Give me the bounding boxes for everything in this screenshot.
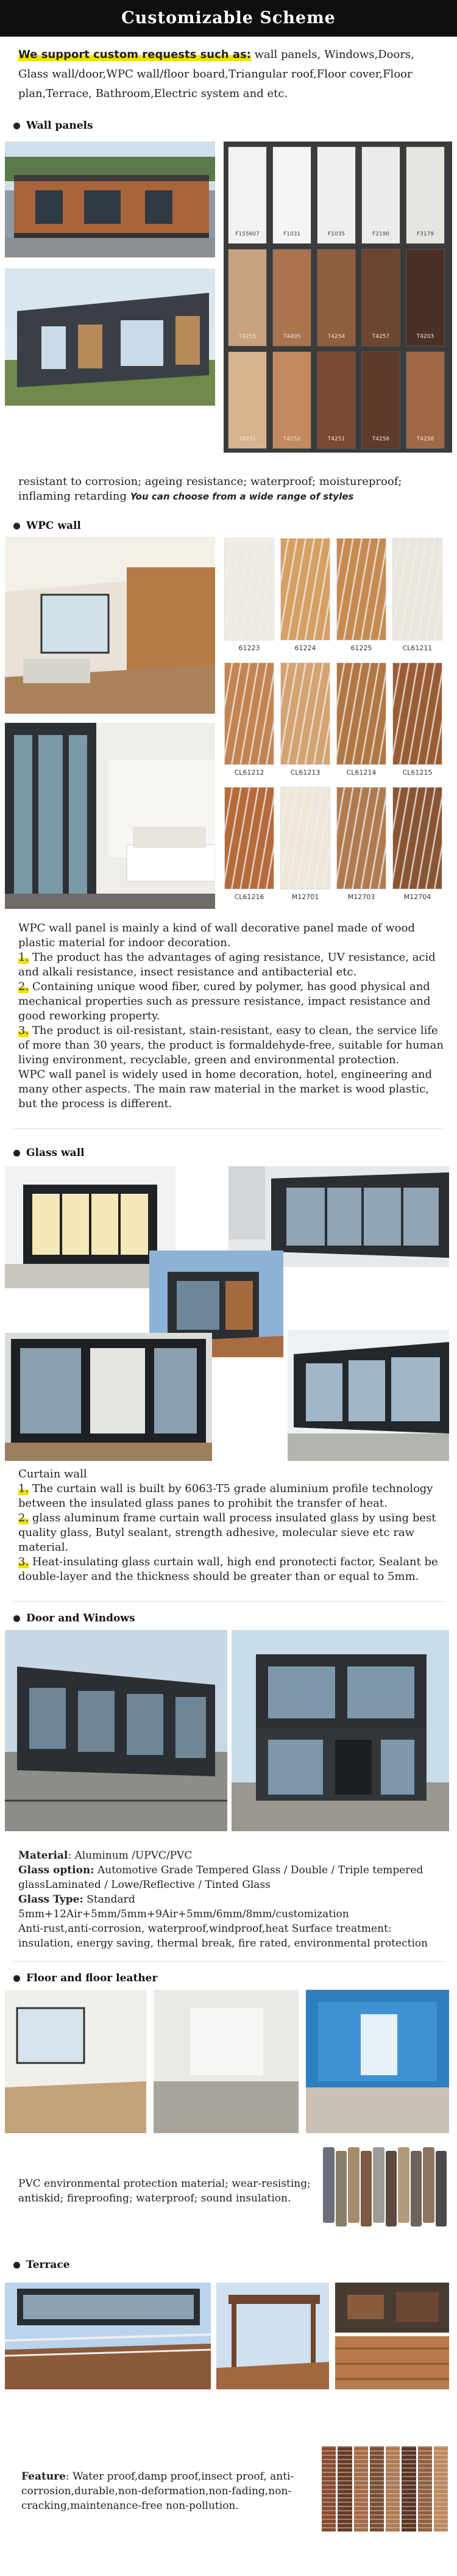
doors-title (13, 1612, 135, 1624)
bullet-icon (13, 123, 20, 129)
glass-wall-photo (288, 1330, 449, 1461)
floor-photo (154, 1990, 299, 2133)
wpc-p1: WPC wall panel is mainly a kind of wall decorative panel made of wood plastic material for indoor decoration. (18, 922, 415, 949)
doors-glass-option-label: Glass option: (18, 1864, 94, 1876)
terrace-title (13, 2259, 70, 2271)
door-window-photo (232, 1630, 449, 1831)
bullet-icon (13, 1975, 20, 1982)
wpc-swatch (336, 662, 386, 765)
glass-p2 (18, 1511, 445, 1555)
wall-panel-swatch (406, 249, 445, 346)
bullet-icon (13, 523, 20, 529)
wpc-p3 (18, 980, 445, 1024)
glass-p3-num: 3. (18, 1555, 29, 1568)
swatch-code: T4258 (416, 436, 434, 442)
wall-panels-title-text: Wall panels (26, 120, 93, 132)
terrace-photo (216, 2283, 329, 2389)
swatch-code: F1031 (283, 231, 301, 237)
intro-paragraph (18, 45, 445, 104)
floor-leather-strip (436, 2151, 447, 2226)
glass-wall-title-text: Glass wall (26, 1147, 85, 1159)
wall-panels-description (18, 475, 445, 504)
wpc-p4-text: The product is oil-resistant, stain-resistant, easy to clean, the service life of more than 30 years, the product is formaldehyde-free, suitable for human living environment, recyclable, green and environmental protection. (18, 1024, 444, 1066)
wall-panel-swatch (361, 146, 400, 244)
floor-leather-strip (398, 2147, 409, 2223)
swatch-code: T4252 (283, 436, 301, 442)
terrace-board (386, 2446, 400, 2531)
doors-description (18, 1848, 445, 1951)
doors-glass-option (18, 1863, 445, 1892)
wpc-swatch-code: 61224 (294, 644, 316, 652)
wpc-p2-num: 1. (18, 951, 29, 964)
wall-panel-swatch (272, 249, 311, 346)
doors-glass-type (18, 1892, 445, 1921)
wpc-swatch (336, 538, 386, 640)
wall-panel-swatch (317, 351, 356, 449)
glass-wall-description (18, 1467, 445, 1584)
intro-lead: We support custom requests such as: (18, 48, 251, 61)
swatch-code: T4203 (416, 334, 434, 340)
swatch-code: F1035 (327, 231, 345, 237)
glass-p2-text: glass aluminum frame curtain wall process insulated glass by using best quality glass, Butyl sealant, strength adhesive, molecular sieve etc raw material. (18, 1512, 436, 1554)
floor-photo (5, 1990, 146, 2133)
wpc-swatch (392, 787, 442, 889)
section-divider (12, 1601, 445, 1602)
swatch-code: T4256 (372, 436, 390, 442)
glass-p1 (18, 1482, 445, 1511)
glass-p1-num: 1. (18, 1482, 29, 1495)
terrace-photo (5, 2283, 211, 2389)
bullet-icon (13, 1150, 20, 1157)
swatch-code: T4405 (283, 334, 301, 340)
floor-description: PVC environmental protection material; wear-resisting; antiskid; fireproofing; waterproof; sound insulation. (18, 2178, 311, 2205)
wpc-wall-title (13, 520, 81, 532)
doors-material (18, 1848, 445, 1863)
doors-features: Anti-rust,anti-corrosion, waterproof,windproof,heat Surface treatment: insulation, energy saving, thermal break, fire rated, environmental protection (18, 1923, 428, 1950)
wpc-p4 (18, 1024, 445, 1067)
floor-leather-strip (336, 2151, 347, 2226)
doors-glass-type-text: Standard 5mm+12Air+5mm/5mm+9Air+5mm/6mm/8mm/customization (18, 1893, 349, 1920)
wpc-swatch (392, 538, 442, 640)
wall-panel-swatch (317, 249, 356, 346)
wall-panel-swatch (272, 146, 311, 244)
wall-panel-swatch (272, 351, 311, 449)
wpc-p3-text: Containing unique wood fiber, cured by polymer, has good physical and mechanical properties such as pressure resistance, impact resistance and good reworking property. (18, 980, 431, 1022)
terrace-feature-label: Feature (21, 2470, 66, 2483)
doors-material-text: : Aluminum /UPVC/PVC (68, 1849, 193, 1862)
wpc-swatch-code: M12701 (291, 893, 319, 901)
wpc-swatch (392, 662, 442, 765)
terrace-board (418, 2446, 432, 2531)
wpc-swatch (224, 538, 274, 640)
wpc-wall-title-text: WPC wall (26, 520, 81, 532)
glass-p2-num: 2. (18, 1512, 29, 1524)
wpc-swatch-code: CL61212 (234, 769, 264, 777)
terrace-board (370, 2446, 384, 2531)
floor-leather-strip (323, 2147, 335, 2223)
terrace-feature-text: : Water proof,damp proof,insect proof, anti-corrosion,durable,non-deformation,non-fading,non-cracking,maintenance-free non-pollution. (21, 2470, 294, 2512)
terrace-photo (335, 2283, 449, 2333)
wpc-wall-description (18, 921, 445, 1111)
floor-photo (306, 1990, 449, 2133)
glass-wall-photo (5, 1333, 212, 1461)
glass-p3 (18, 1555, 445, 1584)
terrace-photo (335, 2336, 449, 2389)
wpc-p4-num: 3. (18, 1024, 29, 1037)
wpc-swatch (280, 787, 330, 889)
container-house-photo (5, 268, 215, 406)
wpc-swatch-code: CL61211 (402, 644, 433, 652)
terrace-board-samples (322, 2446, 450, 2531)
wpc-swatch (280, 538, 330, 640)
wpc-swatch (224, 662, 274, 765)
swatch-code: T4251 (238, 436, 257, 442)
section-divider (12, 1128, 445, 1129)
swatch-code: T4255 (238, 334, 257, 340)
doors-glass-type-label: Glass Type: (18, 1893, 83, 1906)
wpc-p2 (18, 950, 445, 980)
door-window-photo (5, 1630, 227, 1831)
wall-panel-swatch (317, 146, 356, 244)
doors-glass-option-text: Automotive Grade Tempered Glass / Double / Triple tempered glassLaminated / Lowe/Reflective / Tinted Glass (18, 1864, 423, 1891)
terrace-board (354, 2446, 368, 2531)
swatch-code: F2190 (372, 231, 390, 237)
page-banner (0, 0, 457, 37)
terrace-board (322, 2446, 336, 2531)
glass-p1-text: The curtain wall is built by 6063-T5 grade aluminium profile technology between the insulated glass panes to prohibit the transfer of heat. (18, 1482, 433, 1510)
wall-panels-title (13, 120, 93, 132)
floor-leather-strip (386, 2151, 397, 2226)
swatch-code: T4254 (327, 334, 345, 340)
wpc-swatch-code: 61223 (238, 644, 260, 652)
floor-leather-strip (361, 2151, 372, 2226)
wpc-swatch-code: M12704 (403, 893, 431, 901)
wall-panel-swatch (228, 146, 267, 244)
wpc-interior-photo (5, 537, 215, 714)
glass-wall-title (13, 1147, 85, 1159)
terrace-board (402, 2446, 416, 2531)
floor-title-text: Floor and floor leather (26, 1972, 158, 1984)
wpc-swatch (280, 662, 330, 765)
floor-leather-strip (373, 2147, 384, 2223)
swatch-code: T4251 (327, 436, 345, 442)
wpc-swatch-code: CL61213 (290, 769, 321, 777)
container-house-photo (5, 142, 215, 257)
floor-leather-strip (348, 2147, 360, 2223)
wpc-p5: WPC wall panel is widely used in home decoration, hotel, engineering and many other aspects. The main raw material in the market is wood plastic, but the process is different. (18, 1068, 433, 1110)
wall-panels-desc-text: resistant to corrosion; ageing resistance; waterproof; moistureproof; inflaming retarding (18, 475, 402, 503)
swatch-code: T4257 (372, 334, 390, 340)
bullet-icon (13, 1615, 20, 1622)
wall-panel-swatch (406, 351, 445, 449)
doors-title-text: Door and Windows (26, 1612, 135, 1624)
terrace-board (434, 2446, 448, 2531)
wpc-swatch-code: 61225 (350, 644, 372, 652)
intro-text: wall panels, Windows,Doors, Glass wall/door,WPC wall/floor board,Triangular roof,Floor cover,Floor plan,Terrace, Bathroom,Electric system and etc. (18, 48, 414, 100)
swatch-code: F155607 (235, 231, 260, 237)
wall-panel-swatch (228, 351, 267, 449)
doors-material-label: Material (18, 1849, 68, 1862)
wpc-swatch (224, 787, 274, 889)
wpc-swatch-code: CL61215 (402, 769, 433, 777)
section-divider (12, 1961, 445, 1962)
wall-panel-swatch (361, 351, 400, 449)
floor-leather-strip (411, 2151, 422, 2226)
wall-panels-desc-bold: You can choose from a wide range of styles (130, 491, 354, 502)
terrace-title-text: Terrace (26, 2259, 70, 2271)
wpc-p3-num: 2. (18, 980, 29, 993)
wpc-swatch (336, 787, 386, 889)
banner-title: Customizable Scheme (121, 9, 336, 27)
wpc-swatch-code: M12703 (347, 893, 375, 901)
bullet-icon (13, 2262, 20, 2269)
terrace-board (338, 2446, 352, 2531)
wall-panel-swatch (228, 249, 267, 346)
swatch-code: F3179 (416, 231, 434, 237)
floor-title (13, 1972, 157, 1984)
wpc-p2-text: The product has the advantages of aging resistance, UV resistance, acid and alkali resistance, insect resistance and antibacterial etc. (18, 951, 436, 978)
floor-leather-strip (423, 2147, 434, 2223)
wpc-swatch-code: CL61214 (346, 769, 377, 777)
glass-p3-text: Heat-insulating glass curtain wall, high end pronotecti factor, Sealant be double-layer and the thickness should be greater than or equal to 5mm. (18, 1555, 438, 1583)
terrace-description (21, 2469, 308, 2513)
wpc-interior-photo (5, 723, 215, 909)
wpc-swatch-code: CL61216 (234, 893, 264, 901)
wall-panel-swatch (361, 249, 400, 346)
floor-leather-samples (323, 2147, 448, 2226)
glass-wall-heading: Curtain wall (18, 1468, 87, 1480)
wall-panel-swatch (406, 146, 445, 244)
